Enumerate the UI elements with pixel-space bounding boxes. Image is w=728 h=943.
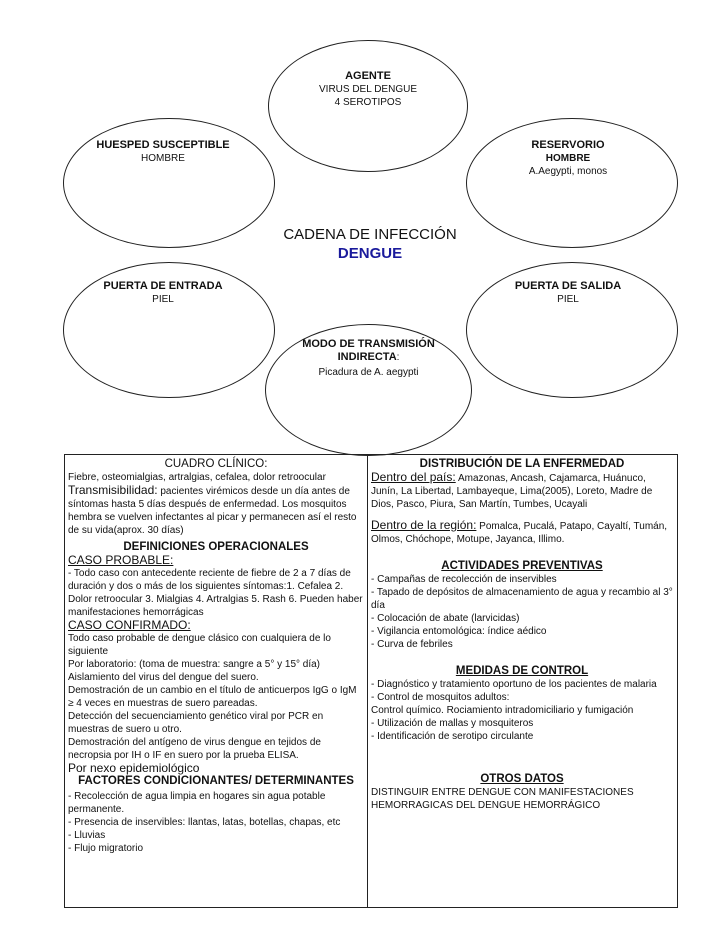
huesped-title: HUESPED SUSCEPTIBLE <box>96 139 230 151</box>
huesped-oval <box>63 118 275 248</box>
region-text: Pomalca, Pucalá, Patapo, Cayaltí, Tumán, Olmos, Chóchope, Motupe, Jayanca, Illimo. <box>371 521 668 545</box>
actividad-line: - Curva de febriles <box>371 639 453 650</box>
agente-title: AGENTE <box>345 70 391 82</box>
confirmado-line: Todo caso probable de dengue clásico con cualquiera de lo siguiente <box>68 633 331 657</box>
transmisibilidad-text: pacientes virémicos desde un día antes de síntomas hasta 5 días después de enfermedad. Los mosquitos hembra se vuelven infectantes al picar y permanecen así el resto de su vida(aprox. 30 días) <box>68 486 357 536</box>
distribucion-title: DISTRIBUCIÓN DE LA ENFERMEDAD <box>419 458 625 470</box>
info-table <box>64 454 678 908</box>
otros-text: DISTINGUIR ENTRE DENGUE CON MANIFESTACIONES HEMORRAGICAS DEL DENGUE HEMORRÁGICO <box>371 787 634 811</box>
confirmado-line: Por laboratorio: (toma de muestra: sangre a 5° y 15° día) Aislamiento del virus del dengue del suero. <box>68 659 321 683</box>
cadena-title: CADENA DE INFECCIÓN <box>283 226 457 243</box>
salida-text <box>466 280 670 306</box>
medidas-title: MEDIDAS DE CONTROL <box>455 665 589 677</box>
huesped-text <box>63 139 263 165</box>
region-label: Dentro de la región: <box>371 518 477 532</box>
factores-line: - Presencia de inservibles: llantas, latas, botellas, chapas, etc <box>68 817 341 828</box>
medida-line: - Identificación de serotipo circulante <box>371 731 534 742</box>
confirmado-line: Demostración del antígeno de virus dengue en tejidos de necropsia por IH o IF en suero por la prueba ELISA. <box>68 737 321 761</box>
salida-line: PIEL <box>557 294 579 305</box>
cuadro-clinico-text: Fiebre, osteomialgias, artralgias, cefalea, dolor retroocular <box>68 472 326 483</box>
agente-line: VIRUS DEL DENGUE <box>319 84 417 95</box>
cuadro-clinico-title: CUADRO CLÍNICO: <box>164 458 268 470</box>
reservorio-line: HOMBRE <box>545 153 591 164</box>
actividad-line: - Tapado de depósitos de almacenamiento de agua y recambio al 3° día <box>371 587 673 611</box>
confirmado-line: Detección del secuenciamiento genético viral por PCR en muestras de suero u otro. <box>68 711 324 735</box>
medida-line: - Diagnóstico y tratamiento oportuno de los pacientes de malaria <box>371 679 657 690</box>
agente-text <box>268 70 468 109</box>
reservorio-line: A.Aegypti, monos <box>528 166 608 177</box>
actividad-line: - Campañas de recolección de inservibles <box>371 574 557 585</box>
agente-line: 4 SEROTIPOS <box>334 97 402 108</box>
caso-probable-text: - Todo caso con antecedente reciente de fiebre de 2 a 7 días de duración y dos o más de los siguientes síntomas:1. Cefalea 2. Dolor retroocular 3. Mialgias 4. Artralgias 5. Rash 6. Pueden haber manifestaciones hemorrágicas <box>68 568 363 618</box>
modo-colon: : <box>396 352 400 363</box>
medida-line: Control químico. Rociamiento intradomiciliario y fumigación <box>371 705 634 716</box>
medida-line: - Control de mosquitos adultos: <box>371 692 510 703</box>
factores-line: - Recolección de agua limpia en hogares sin agua potable permanente. <box>68 791 326 815</box>
dengue-title: DENGUE <box>337 245 403 262</box>
column-divider <box>367 455 368 907</box>
salida-title: PUERTA DE SALIDA <box>514 280 622 292</box>
confirmado-line: Demostración de un cambio en el título de anticuerpos IgG o IgM ≥ 4 veces en muestras de suero pareadas. <box>68 685 357 709</box>
reservorio-oval <box>466 118 678 248</box>
medida-line: - Utilización de mallas y mosquiteros <box>371 718 534 729</box>
modo-subtitle: INDIRECTA <box>337 351 397 363</box>
entrada-line: PIEL <box>152 294 174 305</box>
right-column <box>371 455 673 907</box>
otros-title: OTROS DATOS <box>480 773 564 785</box>
nexo-epidemiologico: Por nexo epidemiológico <box>68 761 200 775</box>
left-column <box>68 455 364 907</box>
caso-confirmado-label: CASO CONFIRMADO: <box>68 618 191 632</box>
center-title <box>270 226 470 262</box>
reservorio-text <box>466 139 670 178</box>
actividad-line: - Vigilancia entomológica: índice aédico <box>371 626 547 637</box>
entrada-text <box>63 280 263 306</box>
definiciones-title: DEFINICIONES OPERACIONALES <box>123 541 309 553</box>
reservorio-title: RESERVORIO <box>531 139 605 151</box>
transmisibilidad-label: Transmisibilidad: <box>68 483 158 497</box>
modo-line: Picadura de A. aegypti <box>318 367 419 378</box>
modo-title: MODO DE TRANSMISIÓN <box>302 338 435 350</box>
factores-title: FACTORES CONDICIONANTES/ DETERMINANTES <box>78 775 354 787</box>
modo-text <box>265 338 472 379</box>
actividad-line: - Colocación de abate (larvicidas) <box>371 613 520 624</box>
pais-text: Amazonas, Ancash, Cajamarca, Huánuco, Junín, La Libertad, Lambayeque, Lima(2005), Loreto, Madre de Dios, Pasco, Piura, San Martín, Tumbes, Ucayali <box>371 473 653 510</box>
actividades-title: ACTIVIDADES PREVENTIVAS <box>441 560 603 572</box>
factores-line: - Flujo migratorio <box>68 843 144 854</box>
pais-label: Dentro del país: <box>371 470 456 484</box>
huesped-line: HOMBRE <box>141 153 185 164</box>
factores-line: - Lluvias <box>68 830 106 841</box>
entrada-title: PUERTA DE ENTRADA <box>103 280 223 292</box>
caso-probable-label: CASO PROBABLE: <box>68 553 174 567</box>
